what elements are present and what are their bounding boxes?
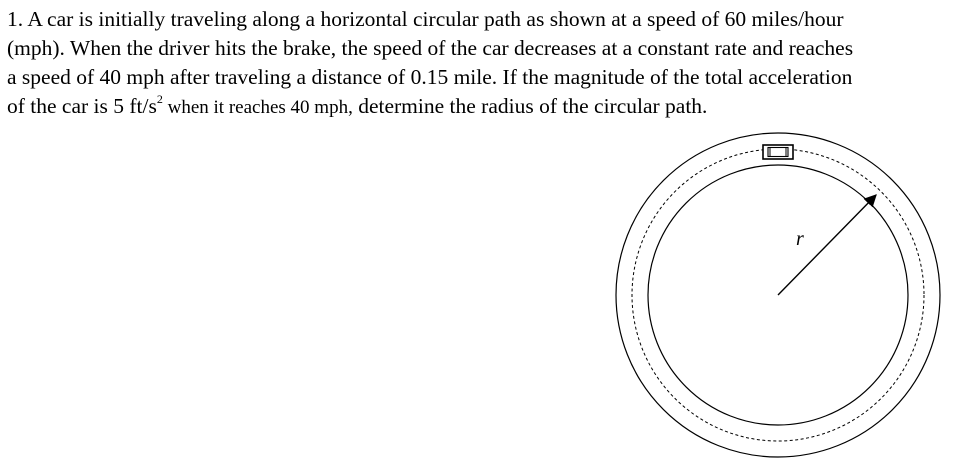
problem-line-1: 1. A car is initially traveling along a horizontal circular path as shown at a speed of 60 miles/hour (7, 7, 844, 31)
problem-statement (7, 5, 952, 122)
problem-line-4 (7, 92, 952, 122)
radius-arrow (778, 195, 876, 295)
problem-line-3: a speed of 40 mph after traveling a distance of 0.15 mile. If the magnitude of the total acceleration (7, 65, 853, 89)
problem-line-2: (mph). When the driver hits the brake, the speed of the car decreases at a constant rate and reaches (7, 36, 854, 60)
car-icon (763, 145, 793, 159)
problem-line-4-end: determine the radius of the circular path. (352, 94, 708, 118)
circular-path-diagram (600, 128, 960, 472)
exponent: 2 (156, 92, 163, 106)
radius-label: r (796, 228, 804, 250)
problem-line-4-middle: when it reaches 40 mph, (162, 97, 353, 118)
problem-line-4-start: of the car is 5 ft/s (7, 94, 157, 118)
